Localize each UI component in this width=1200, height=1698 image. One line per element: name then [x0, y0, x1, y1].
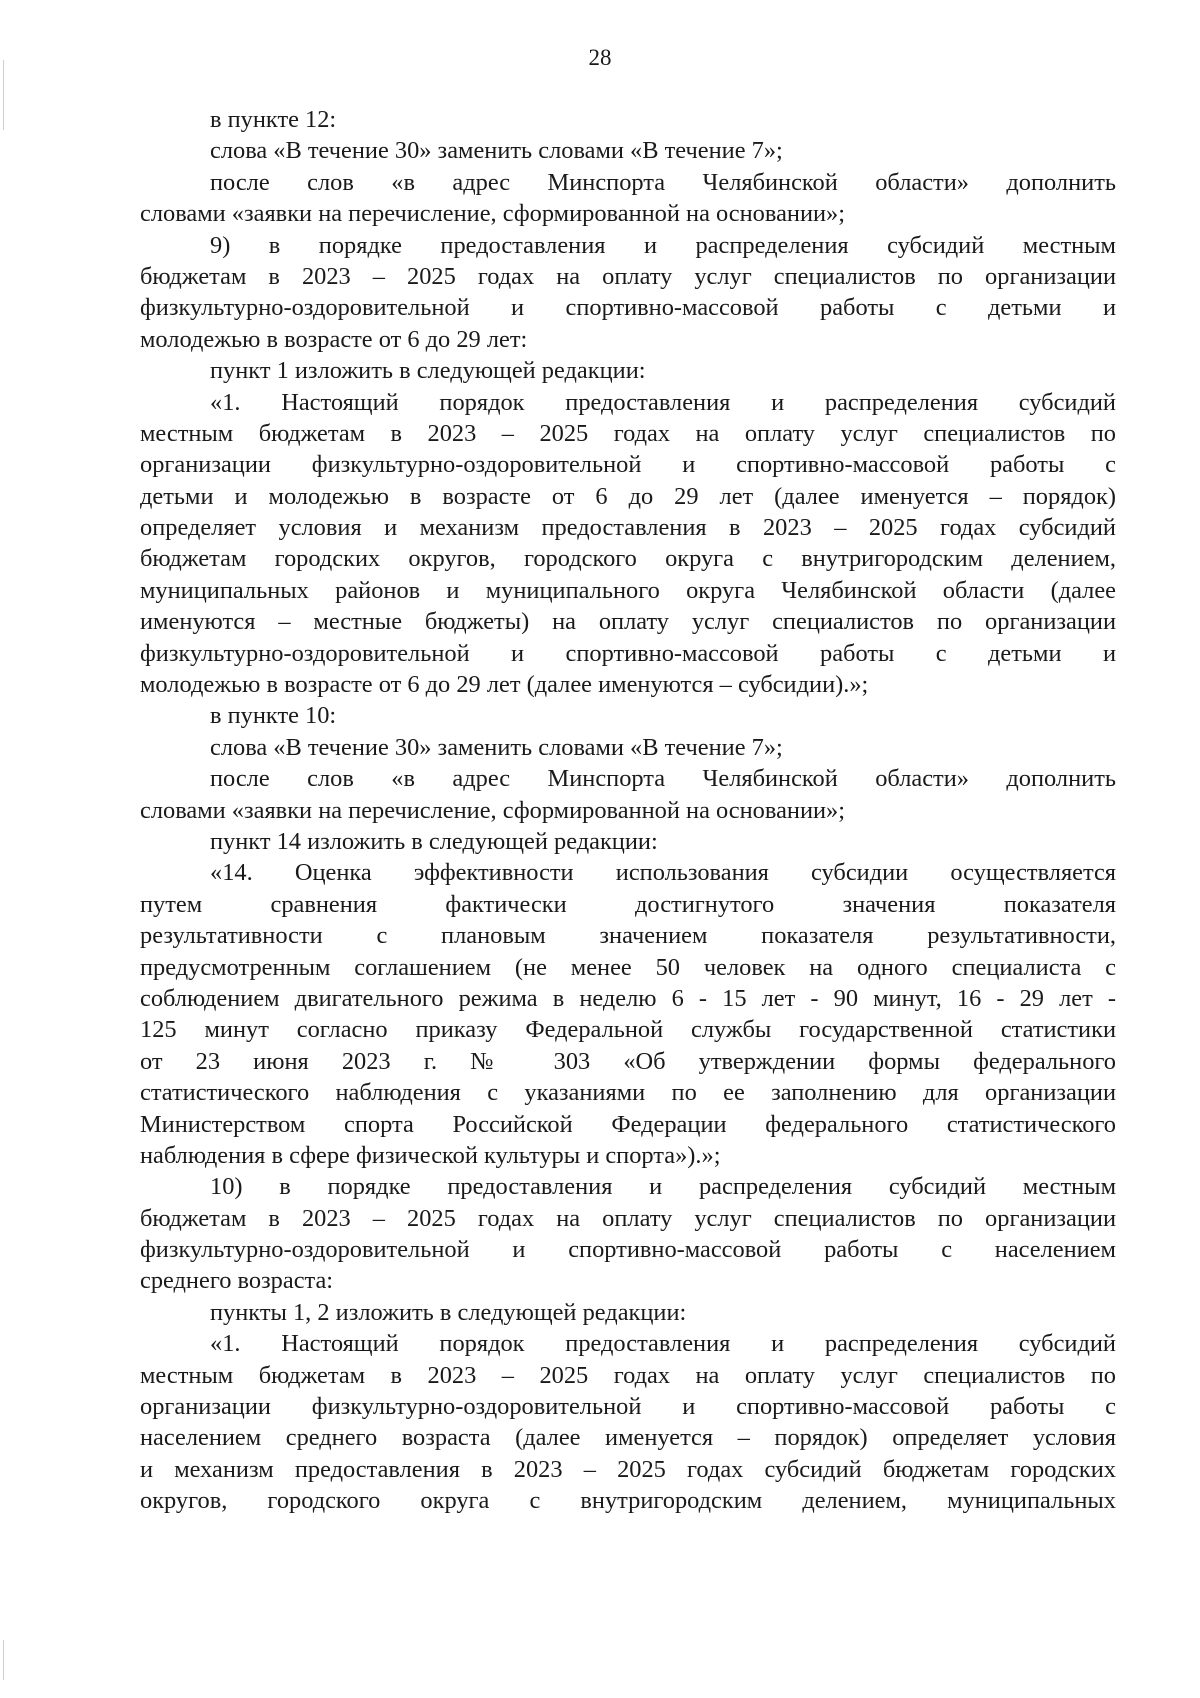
text-line: наблюдения в сфере физической культуры и спорта»).»; — [140, 1141, 721, 1169]
text-line: слова «В течение 30» заменить словами «В течение 7»; — [210, 733, 783, 761]
text-line: бюджетам городских округов, городского округа с внутригородским делением, — [140, 545, 1116, 573]
text-line: местным бюджетам в 2023 – 2025 годах на оплату услуг специалистов по — [140, 1361, 1116, 1389]
text-line: молодежью в возрасте от 6 до 29 лет: — [140, 325, 528, 353]
text-line: физкультурно-оздоровительной и спортивно-массовой работы с населением — [140, 1236, 1116, 1264]
text-line: бюджетам в 2023 – 2025 годах на оплату услуг специалистов по организации — [140, 262, 1116, 290]
text-line: 9) в порядке предоставления и распределения субсидий местным — [210, 231, 1116, 259]
text-line: физкультурно-оздоровительной и спортивно-массовой работы с детьми и — [140, 294, 1116, 322]
text-line: детьми и молодежью в возрасте от 6 до 29 лет (далее именуется – порядок) — [140, 482, 1116, 510]
text-line: округов, городского округа с внутригородским делением, муниципальных — [140, 1487, 1116, 1515]
text-line: населением среднего возраста (далее именуется – порядок) определяет условия — [140, 1424, 1116, 1452]
text-line: молодежью в возрасте от 6 до 29 лет (далее именуются – субсидии).»; — [140, 671, 869, 699]
text-line: путем сравнения фактически достигнутого значения показателя — [140, 890, 1116, 918]
text-line: результативности с плановым значением показателя результативности, — [140, 922, 1116, 950]
text-line: бюджетам в 2023 – 2025 годах на оплату услуг специалистов по организации — [140, 1204, 1116, 1232]
text-line: именуются – местные бюджеты) на оплату услуг специалистов по организации — [140, 608, 1116, 636]
text-line: в пункте 12: — [210, 106, 337, 133]
text-line: среднего возраста: — [140, 1267, 334, 1295]
scan-edge-mark — [3, 1640, 4, 1680]
text-line: физкультурно-оздоровительной и спортивно-массовой работы с детьми и — [140, 639, 1116, 667]
text-line: «14. Оценка эффективности использования субсидии осуществляется — [210, 859, 1116, 887]
text-line: Министерством спорта Российской Федерации федерального статистического — [140, 1110, 1116, 1138]
text-line: после слов «в адрес Минспорта Челябинской области» дополнить — [210, 168, 1116, 196]
text-line: «1. Настоящий порядок предоставления и распределения субсидий — [210, 388, 1116, 416]
text-line: организации физкультурно-оздоровительной и спортивно-массовой работы с — [140, 1393, 1116, 1421]
text-line: пункты 1, 2 изложить в следующей редакции: — [210, 1298, 687, 1326]
text-line: соблюдением двигательного режима в неделю 6 - 15 лет - 90 минут, 16 - 29 лет - — [140, 984, 1116, 1012]
text-line: муниципальных районов и муниципального округа Челябинской области (далее — [140, 576, 1116, 604]
text-line: от 23 июня 2023 г. № 303 «Об утверждении формы федерального — [140, 1047, 1116, 1075]
text-line: определяет условия и механизм предоставления в 2023 – 2025 годах субсидий — [140, 514, 1116, 542]
text-line: слова «В течение 30» заменить словами «В течение 7»; — [210, 137, 783, 165]
text-line: словами «заявки на перечисление, сформированной на основании»; — [140, 200, 846, 228]
text-line: словами «заявки на перечисление, сформированной на основании»; — [140, 796, 846, 824]
document-body — [140, 104, 1116, 1517]
text-line: статистического наблюдения с указаниями по ее заполнению для организации — [140, 1079, 1116, 1107]
text-line: 125 минут согласно приказу Федеральной службы государственной статистики — [140, 1016, 1116, 1044]
text-line: организации физкультурно-оздоровительной и спортивно-массовой работы с — [140, 451, 1116, 479]
text-line: «1. Настоящий порядок предоставления и распределения субсидий — [210, 1330, 1116, 1358]
text-line: после слов «в адрес Минспорта Челябинской области» дополнить — [210, 765, 1116, 793]
text-line: и механизм предоставления в 2023 – 2025 годах субсидий бюджетам городских — [140, 1455, 1116, 1483]
text-line: пункт 1 изложить в следующей редакции: — [210, 357, 646, 385]
page-number: 28 — [588, 45, 612, 70]
text-line: в пункте 10: — [210, 702, 337, 730]
text-line: местным бюджетам в 2023 – 2025 годах на оплату услуг специалистов по — [140, 419, 1116, 447]
text-line: пункт 14 изложить в следующей редакции: — [210, 827, 658, 855]
text-line: предусмотренным соглашением (не менее 50 человек на одного специалиста с — [140, 953, 1116, 981]
text-line: 10) в порядке предоставления и распределения субсидий местным — [210, 1173, 1116, 1201]
